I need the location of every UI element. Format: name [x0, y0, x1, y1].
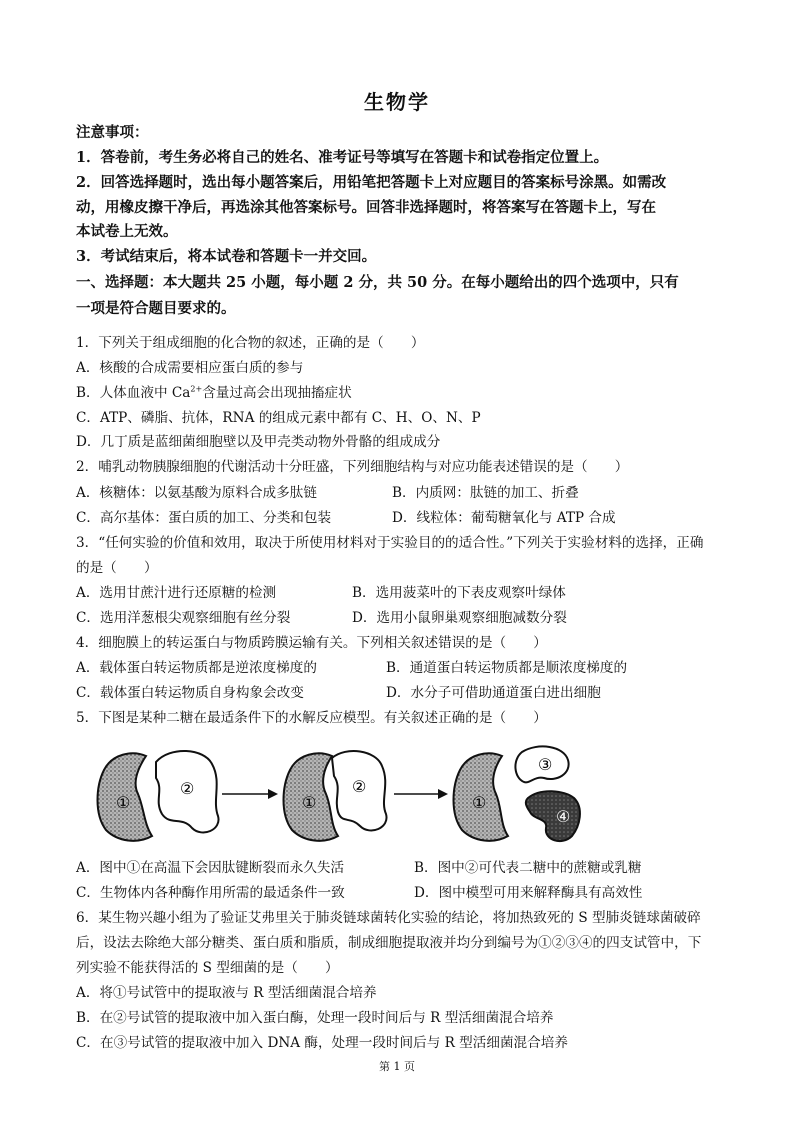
diagram-label-6: ③ [538, 755, 553, 774]
q5-option-a: A．图中①在高温下会因肽键断裂而永久失活 [76, 860, 345, 876]
q6-option-c: C．在③号试管的提取液中加入 DNA 酶，处理一段时间后与 R 型活细菌混合培养 [76, 1035, 568, 1051]
q6-stem-line-1: 6．某生物兴趣小组为了验证艾弗里关于肺炎链球菌转化实验的结论，将加热致死的 S 型肺炎链球菌破碎 [76, 910, 701, 926]
q3-option-d: D．选用小鼠卵巢观察细胞减数分裂 [352, 610, 567, 626]
section-heading-line-1: 一、选择题：本大题共 25 小题，每小题 2 分，共 50 分。在每小题给出的四个选项中，只有 [76, 274, 679, 291]
q1-option-b: B．人体血液中 $Ca^{2+}$含量过高会出现抽搐症状 [76, 384, 352, 401]
notice-item-2-line-2: 动，用橡皮擦干净后，再选涂其他答案标号。回答非选择题时，将答案写在答题卡上，写在 [76, 199, 656, 216]
q3-option-c: C．选用洋葱根尖观察细胞有丝分裂 [76, 610, 291, 626]
q5-option-d: D．图中模型可用来解释酶具有高效性 [414, 885, 643, 901]
page-title: 生物学 [364, 90, 430, 114]
diagram-label-3: ① [302, 793, 317, 812]
diagram-label-5: ① [472, 793, 487, 812]
q2-option-c: C．高尔基体：蛋白质的加工、分类和包装 [76, 510, 332, 526]
q3-stem-line-1: 3．“任何实验的价值和效用，取决于所使用材料对于实验目的的适合性。”下列关于实验材料的选择，正确 [76, 535, 704, 551]
q4-option-d: D．水分子可借助通道蛋白进出细胞 [386, 685, 601, 701]
q1-option-d: D．几丁质是蓝细菌细胞壁以及甲壳类动物外骨骼的组成成分 [76, 434, 441, 450]
q5-option-b: B．图中②可代表二糖中的蔗糖或乳糖 [414, 860, 642, 876]
notice-item-3: 3．考试结束后，将本试卷和答题卡一并交回。 [76, 248, 377, 265]
q1-option-c: C．ATP、磷脂、抗体，RNA 的组成元素中都有 C、H、O、N、P [76, 410, 481, 426]
section-heading-line-2: 一项是符合题目要求的。 [76, 300, 236, 317]
notice-item-2-line-3: 本试卷上无效。 [76, 223, 178, 240]
q4-option-c: C．载体蛋白转运物质自身构象会改变 [76, 685, 304, 701]
arrow-head-2 [438, 789, 448, 799]
notice-heading: 注意事项： [76, 124, 149, 141]
q5-stem: 5．下图是某种二糖在最适条件下的水解反应模型。有关叙述正确的是（ ） [76, 710, 547, 726]
q4-stem: 4．细胞膜上的转运蛋白与物质跨膜运输有关。下列相关叙述错误的是（ ） [76, 635, 547, 651]
page-number: 第 1 页 [379, 1060, 415, 1073]
q4-option-a: A．载体蛋白转运物质都是逆浓度梯度的 [76, 660, 317, 676]
notice-item-1: 1．答卷前，考生务必将自己的姓名、准考证号等填写在答题卡和试卷指定位置上。 [76, 149, 609, 166]
q3-option-a: A．选用甘蔗汁进行还原糖的检测 [76, 585, 277, 601]
q1-stem: 1．下列关于组成细胞的化合物的叙述，正确的是（ ） [76, 335, 425, 351]
arrow-head-1 [268, 789, 278, 799]
q6-stem-line-3: 列实验不能获得活的 S 型细菌的是（ ） [76, 960, 339, 976]
q6-option-a: A．将①号试管中的提取液与 R 型活细菌混合培养 [76, 985, 377, 1001]
q3-stem-line-2: 的是（ ） [76, 560, 158, 576]
diagram-label-1: ① [116, 793, 131, 812]
q6-stem-line-2: 后，设法去除绝大部分糖类、蛋白质和脂质，制成细胞提取液并均分到编号为①②③④的四支试管中，下 [76, 935, 702, 951]
product-shape-4 [526, 791, 580, 841]
q6-option-b: B．在②号试管的提取液中加入蛋白酶，处理一段时间后与 R 型活细菌混合培养 [76, 1010, 554, 1026]
diagram-label-4: ② [352, 777, 367, 796]
q4-option-b: B．通道蛋白转运物质都是顺浓度梯度的 [386, 660, 628, 676]
q2-option-b: B．内质网：肽链的加工、折叠 [392, 485, 579, 501]
q1-option-a: A．核酸的合成需要相应蛋白质的参与 [76, 360, 304, 376]
q3-option-b: B．选用菠菜叶的下表皮观察叶绿体 [352, 585, 566, 601]
q2-stem: 2．哺乳动物胰腺细胞的代谢活动十分旺盛，下列细胞结构与对应功能表述错误的是（ ） [76, 459, 629, 475]
notice-item-2-line-1: 2．回答选择题时，选出每小题答案后，用铅笔把答题卡上对应题目的答案标号涂黑。如需改 [76, 174, 667, 191]
diagram-label-7: ④ [556, 807, 571, 826]
q2-option-d: D．线粒体：葡萄糖氧化与 ATP 合成 [392, 510, 616, 526]
q5-option-c: C．生物体内各种酶作用所需的最适条件一致 [76, 885, 345, 901]
enzyme-hydrolysis-diagram [94, 742, 594, 848]
q2-option-a: A．核糖体：以氨基酸为原料合成多肽链 [76, 485, 317, 501]
diagram-label-2: ② [180, 779, 195, 798]
